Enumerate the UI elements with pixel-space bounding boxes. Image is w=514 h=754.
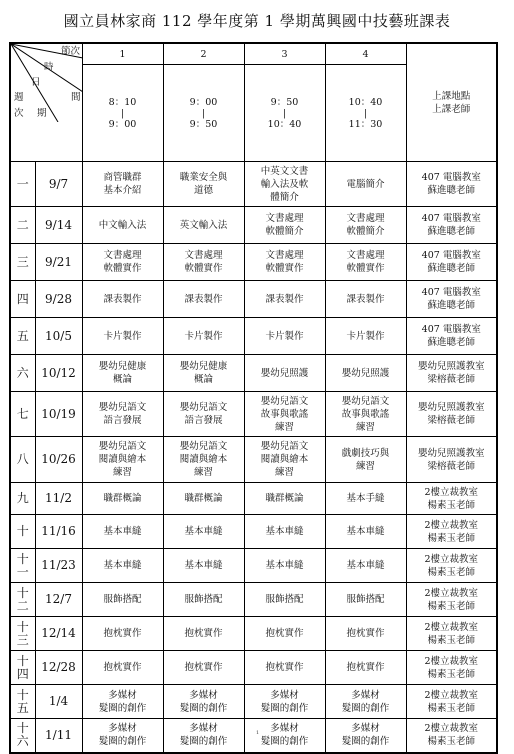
class-cell: 文書處理 軟體實作 [244,244,325,281]
corner-day-label: 日 [31,77,41,88]
date-cell: 9/14 [35,207,82,244]
class-cell: 抱枕實作 [82,651,163,685]
place-teacher-header: 上課地點 上課老師 [406,43,497,162]
place-cell: 2樓立裁教室 楊素玉老師 [406,685,497,719]
date-cell: 9/7 [35,162,82,207]
class-cell: 英文輸入法 [163,207,244,244]
header-row-periods [10,43,497,65]
corner-between-label: 間 [71,92,81,103]
class-cell: 抱枕實作 [163,617,244,651]
schedule-body [10,43,497,753]
week-cell: 一 [10,162,35,207]
corner-time-label: 時 [44,62,54,73]
date-cell: 12/14 [35,617,82,651]
class-cell: 嬰幼兒語文 閱讀與繪本 練習 [163,437,244,483]
place-cell: 嬰幼兒照護教室 梁榕薇老師 [406,437,497,483]
table-row [10,392,497,437]
class-cell: 嬰幼兒語文 語言發展 [163,392,244,437]
class-cell: 戲劇技巧與 練習 [325,437,406,483]
class-cell: 嬰幼兒語文 閱讀與繪本 練習 [82,437,163,483]
table-row [10,355,497,392]
place-cell: 2樓立裁教室 楊素玉老師 [406,549,497,583]
week-cell: 十一 [10,549,35,583]
class-cell: 服飾搭配 [244,583,325,617]
period-time-4 [325,65,406,162]
class-cell: 多媒材 髮圈的創作 [82,719,163,753]
period-sep: | [120,107,125,119]
week-cell: 六 [10,355,35,392]
class-cell: 卡片製作 [163,318,244,355]
week-cell: 十四 [10,651,35,685]
place-cell: 2樓立裁教室 楊素玉老師 [406,515,497,549]
class-cell: 基本車縫 [244,515,325,549]
date-cell: 11/2 [35,483,82,515]
table-row [10,515,497,549]
date-cell: 9/28 [35,281,82,318]
class-cell: 基本車縫 [325,549,406,583]
class-cell: 抱枕實作 [163,651,244,685]
period-time-1 [82,65,163,162]
place-cell: 2樓立裁教室 楊素玉老師 [406,583,497,617]
schedule-table [9,42,498,754]
place-cell: 407 電腦教室 蘇進聰老師 [406,318,497,355]
class-cell: 抱枕實作 [244,651,325,685]
class-cell: 課表製作 [163,281,244,318]
class-cell: 基本車縫 [163,515,244,549]
date-cell: 12/7 [35,583,82,617]
place-cell: 407 電腦教室 蘇進聰老師 [406,281,497,318]
period-start: 10：40 [348,96,383,108]
period-start: 8：10 [108,96,137,108]
week-cell: 十五 [10,685,35,719]
date-cell: 9/21 [35,244,82,281]
class-cell: 基本車縫 [325,515,406,549]
page-number-mark: 1 [256,730,260,736]
period-start: 9：50 [270,96,299,108]
period-number-1: 1 [82,43,163,65]
class-cell: 抱枕實作 [325,617,406,651]
corner-period-label: 期 [37,108,47,119]
date-cell: 12/28 [35,651,82,685]
class-cell: 中英文文書 輸入法及軟 體簡介 [244,162,325,207]
class-cell: 卡片製作 [325,318,406,355]
place-cell: 407 電腦教室 蘇進聰老師 [406,207,497,244]
period-end: 9：00 [108,118,137,130]
class-cell: 文書處理 軟體實作 [82,244,163,281]
week-cell: 十三 [10,617,35,651]
week-cell: 四 [10,281,35,318]
period-time-2 [163,65,244,162]
class-cell: 課表製作 [244,281,325,318]
week-cell: 十二 [10,583,35,617]
class-cell: 基本車縫 [163,549,244,583]
date-cell: 11/16 [35,515,82,549]
class-cell: 基本手縫 [325,483,406,515]
period-number-2: 2 [163,43,244,65]
class-cell: 基本車縫 [82,549,163,583]
class-cell: 卡片製作 [82,318,163,355]
class-cell: 服飾搭配 [163,583,244,617]
table-row [10,549,497,583]
class-cell: 多媒材 髮圈的創作 [244,719,325,753]
class-cell: 抱枕實作 [325,651,406,685]
week-cell: 十 [10,515,35,549]
week-cell: 十六 [10,719,35,753]
class-cell: 基本車縫 [82,515,163,549]
class-cell: 嬰幼兒語文 語言發展 [82,392,163,437]
table-row [10,207,497,244]
class-cell: 多媒材 髮圈的創作 [163,719,244,753]
table-row [10,244,497,281]
class-cell: 文書處理 軟體實作 [325,244,406,281]
table-row [10,162,497,207]
class-cell: 職群概論 [163,483,244,515]
place-cell: 2樓立裁教室 楊素玉老師 [406,719,497,753]
corner-cell [10,43,82,162]
period-start: 9：00 [189,96,218,108]
place-cell: 2樓立裁教室 楊素玉老師 [406,651,497,685]
place-cell: 407 電腦教室 蘇進聰老師 [406,162,497,207]
table-row [10,437,497,483]
table-row [10,318,497,355]
class-cell: 課表製作 [325,281,406,318]
class-cell: 嬰幼兒健康 概論 [163,355,244,392]
class-cell: 抱枕實作 [82,617,163,651]
date-cell: 10/19 [35,392,82,437]
class-cell: 嬰幼兒照護 [244,355,325,392]
week-cell: 三 [10,244,35,281]
table-row [10,719,497,753]
corner-week-label: 週 [14,92,24,103]
place-cell: 嬰幼兒照護教室 梁榕薇老師 [406,392,497,437]
class-cell: 職群概論 [82,483,163,515]
class-cell: 文書處理 軟體簡介 [244,207,325,244]
class-cell: 嬰幼兒照護 [325,355,406,392]
date-cell: 10/26 [35,437,82,483]
class-cell: 電腦簡介 [325,162,406,207]
class-cell: 服飾搭配 [325,583,406,617]
class-cell: 基本車縫 [244,549,325,583]
week-cell: 八 [10,437,35,483]
class-cell: 多媒材 髮圈的創作 [325,719,406,753]
class-cell: 嬰幼兒健康 概論 [82,355,163,392]
week-cell: 九 [10,483,35,515]
place-cell: 407 電腦教室 蘇進聰老師 [406,244,497,281]
table-row [10,685,497,719]
period-sep: | [201,107,206,119]
class-cell: 文書處理 軟體簡介 [325,207,406,244]
corner-section-label: 節次 [61,46,81,57]
class-cell: 職業安全與 道德 [163,162,244,207]
date-cell: 11/23 [35,549,82,583]
class-cell: 服飾搭配 [82,583,163,617]
date-cell: 1/4 [35,685,82,719]
class-cell: 嬰幼兒語文 故事與歌謠 練習 [325,392,406,437]
week-cell: 五 [10,318,35,355]
class-cell: 多媒材 髮圈的創作 [82,685,163,719]
corner-order-label: 次 [14,108,24,119]
class-cell: 文書處理 軟體實作 [163,244,244,281]
place-cell: 2樓立裁教室 楊素玉老師 [406,483,497,515]
class-cell: 課表製作 [82,281,163,318]
period-end: 10：40 [267,118,302,130]
class-cell: 中文輸入法 [82,207,163,244]
table-row [10,651,497,685]
week-cell: 二 [10,207,35,244]
table-row [10,583,497,617]
week-cell: 七 [10,392,35,437]
class-cell: 多媒材 髮圈的創作 [325,685,406,719]
class-cell: 多媒材 髮圈的創作 [244,685,325,719]
table-row [10,281,497,318]
class-cell: 嬰幼兒語文 閱讀與繪本 練習 [244,437,325,483]
table-row [10,483,497,515]
class-cell: 多媒材 髮圈的創作 [163,685,244,719]
page-title: 國立員林家商 112 學年度第 1 學期萬興國中技藝班課表 [63,12,451,30]
period-time-3 [244,65,325,162]
class-cell: 商管職群 基本介紹 [82,162,163,207]
place-cell: 嬰幼兒照護教室 梁榕薇老師 [406,355,497,392]
period-end: 11：30 [348,118,383,130]
table-row [10,617,497,651]
class-cell: 職群概論 [244,483,325,515]
period-number-4: 4 [325,43,406,65]
place-cell: 2樓立裁教室 楊素玉老師 [406,617,497,651]
class-cell: 抱枕實作 [244,617,325,651]
period-sep: | [363,107,368,119]
period-number-3: 3 [244,43,325,65]
period-sep: | [282,107,287,119]
date-cell: 10/5 [35,318,82,355]
period-end: 9：50 [189,118,218,130]
date-cell: 1/11 [35,719,82,753]
class-cell: 卡片製作 [244,318,325,355]
date-cell: 10/12 [35,355,82,392]
class-cell: 嬰幼兒語文 故事與歌謠 練習 [244,392,325,437]
